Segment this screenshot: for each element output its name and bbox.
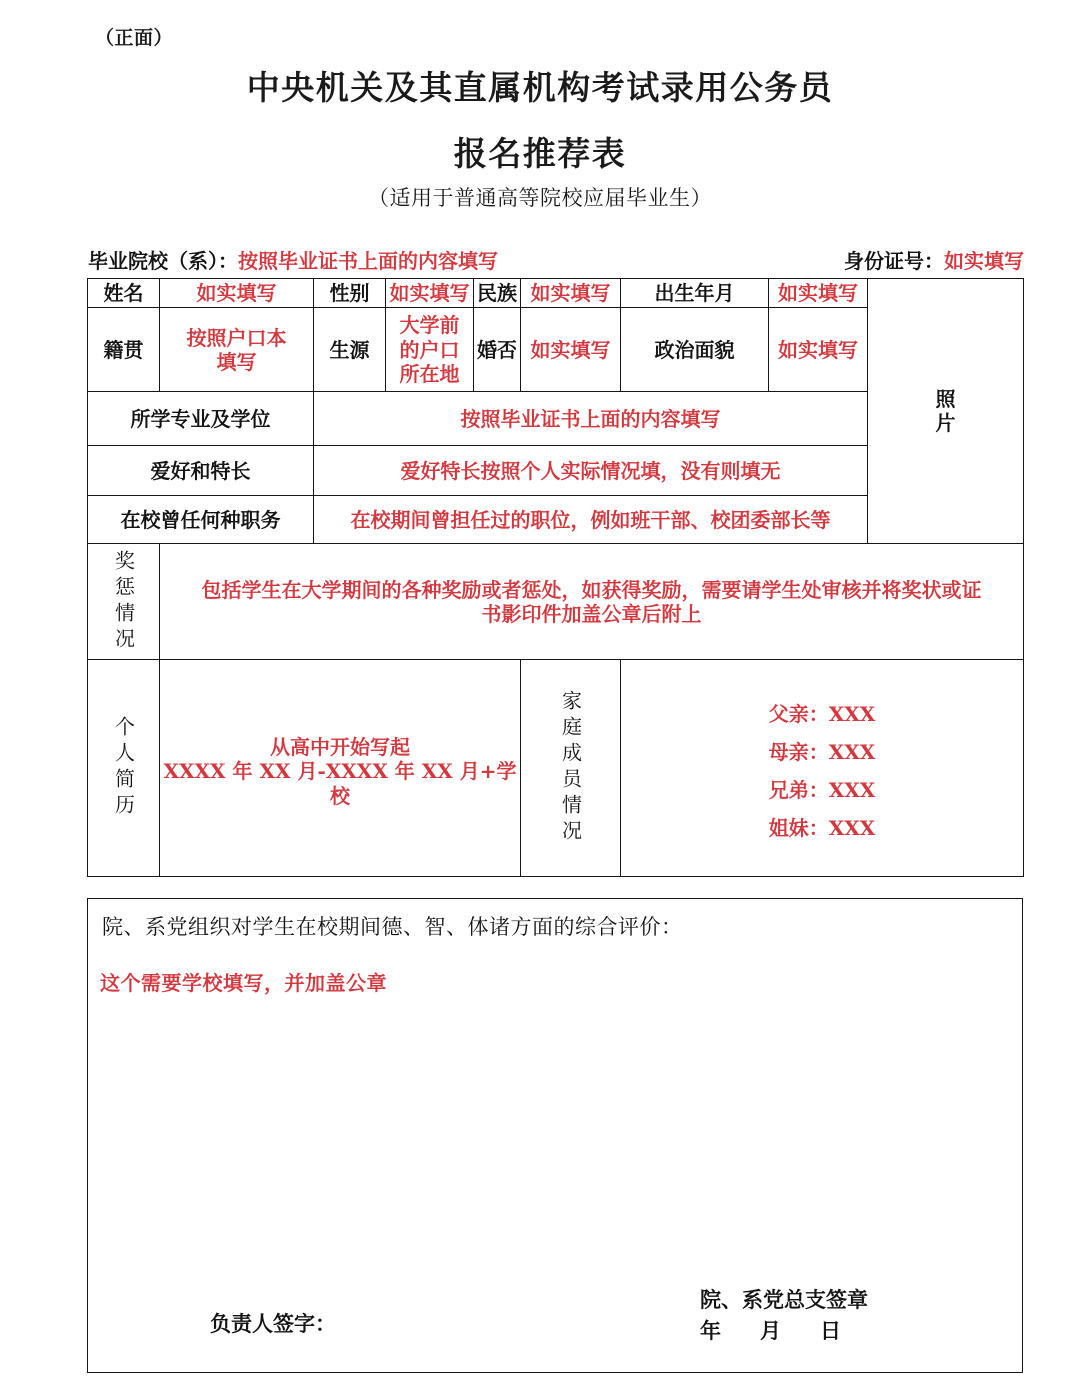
family-member-father: 父亲：XXX	[768, 702, 876, 727]
evaluation-red-note[interactable]: 这个需要学校填写，并加盖公章	[100, 971, 387, 995]
cell-gender-label: 性别	[314, 279, 386, 308]
cell-source-value-line2: 的户口	[399, 337, 460, 362]
cell-source-value-line1: 大学前	[399, 313, 460, 338]
cell-origin-label: 籍贯	[88, 308, 160, 392]
cell-awards-value-line1: 包括学生在大学期间的各种奖励或者惩处，如获得奖励，需要请学生处审核并将奖状或证	[201, 577, 982, 602]
cell-positions-label: 在校曾任何种职务	[88, 496, 314, 544]
cell-hobbies-value[interactable]: 爱好特长按照个人实际情况填，没有则填无	[314, 446, 868, 496]
cell-ethnicity-label: 民族	[474, 279, 521, 308]
party-branch-seal-block	[700, 1285, 868, 1346]
photo-label-line1: 照	[935, 386, 956, 411]
cell-name-label: 姓名	[88, 279, 160, 308]
cell-marital-value[interactable]: 如实填写	[521, 308, 621, 392]
cell-awards-label-text: 奖惩情况	[111, 549, 136, 654]
cell-family-label	[521, 660, 621, 877]
cell-birth-label: 出生年月	[621, 279, 769, 308]
table-row	[88, 279, 1024, 308]
table-row	[88, 660, 1024, 877]
cell-photo-placeholder	[868, 279, 1024, 544]
page-title-line1: 中央机关及其直属机构考试录用公务员	[246, 68, 834, 107]
cell-family-label-text: 家庭成员情况	[558, 690, 583, 847]
cell-family-value[interactable]	[621, 660, 1024, 877]
cell-source-value-line3: 所在地	[399, 362, 460, 387]
cell-awards-value[interactable]	[160, 544, 1024, 660]
cell-hobbies-label: 爱好和特长	[88, 446, 314, 496]
cell-major-value[interactable]: 按照毕业证书上面的内容填写	[314, 392, 868, 446]
cell-resume-value[interactable]	[160, 660, 521, 877]
cell-ethnicity-value[interactable]: 如实填写	[521, 279, 621, 308]
cell-resume-label	[88, 660, 160, 877]
header-fields	[88, 245, 1024, 273]
evaluation-box	[87, 898, 1023, 1373]
cell-resume-value-line2: XXXX 年 XX 月-XXXX 年 XX 月+学校	[163, 759, 517, 808]
family-member-mother: 母亲：XXX	[768, 740, 876, 765]
cell-political-value[interactable]: 如实填写	[769, 308, 868, 392]
party-branch-seal-label: 院、系党总支签章	[700, 1287, 868, 1313]
cell-origin-value[interactable]	[160, 308, 314, 392]
cell-name-value[interactable]: 如实填写	[160, 279, 314, 308]
cell-gender-value[interactable]: 如实填写	[386, 279, 474, 308]
id-number-field	[844, 245, 1024, 274]
photo-label-line2: 片	[935, 411, 956, 436]
cell-awards-value-line2: 书影印件加盖公章后附上	[481, 601, 702, 626]
graduation-school-field	[88, 245, 498, 274]
evaluation-title: 院、系党组织对学生在校期间德、智、体诸方面的综合评价：	[102, 915, 683, 939]
cell-resume-value-line1: 从高中开始写起	[270, 734, 410, 759]
page-title-line2: 报名推荐表	[453, 134, 627, 173]
page-side-marker: （正面）	[95, 27, 174, 49]
cell-major-label: 所学专业及学位	[88, 392, 314, 446]
graduation-school-label: 毕业院校（系）：	[88, 249, 238, 273]
registration-table	[87, 278, 1024, 877]
id-number-label: 身份证号：	[844, 249, 944, 273]
cell-source-value[interactable]	[386, 308, 474, 392]
cell-resume-label-text: 个人简历	[111, 716, 136, 821]
table-row	[88, 544, 1024, 660]
cell-political-label: 政治面貌	[621, 308, 769, 392]
cell-source-label: 生源	[314, 308, 386, 392]
cell-origin-value-line2: 填写	[216, 349, 257, 374]
cell-awards-label	[88, 544, 160, 660]
cell-birth-value[interactable]: 如实填写	[769, 279, 868, 308]
family-member-sister: 姐妹：XXX	[768, 816, 876, 841]
party-branch-date-label[interactable]: 年 月 日	[700, 1317, 850, 1343]
cell-origin-value-line1: 按照户口本	[186, 325, 287, 350]
cell-marital-label: 婚否	[474, 308, 521, 392]
id-number-value[interactable]: 如实填写	[944, 249, 1024, 273]
responsible-person-signature-label[interactable]: 负责人签字：	[210, 1311, 336, 1336]
graduation-school-value[interactable]: 按照毕业证书上面的内容填写	[238, 249, 498, 273]
page-subtitle: （适用于普通高等院校应届毕业生）	[368, 186, 712, 210]
cell-positions-value[interactable]: 在校期间曾担任过的职位，例如班干部、校团委部长等	[314, 496, 868, 544]
family-member-brother: 兄弟：XXX	[768, 778, 876, 803]
